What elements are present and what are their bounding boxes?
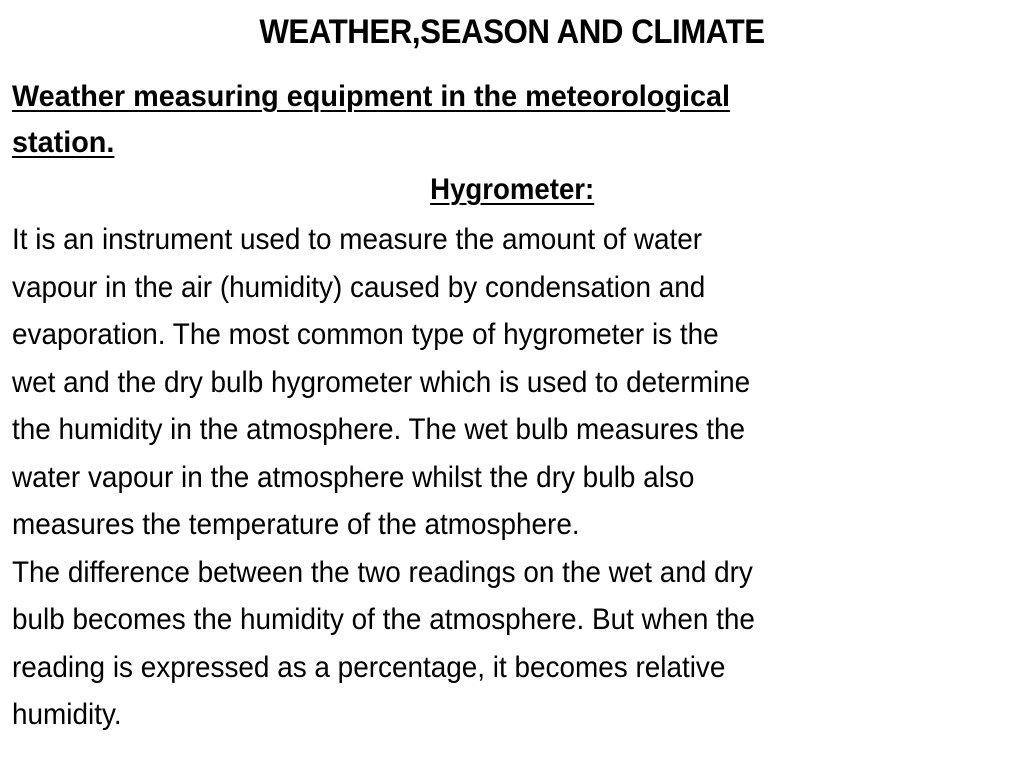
body-line — [12, 454, 1022, 502]
body-line-text: evaporation. The most common type of hygrometer is the — [12, 318, 719, 351]
body-line-text: reading is expressed as a percentage, it becomes relative — [12, 650, 726, 684]
body-line-text: wet and the dry bulb hygrometer which is used to determine — [12, 365, 751, 399]
body-line-text: It is an instrument used to measure the amount of water — [12, 223, 703, 256]
body-line-text: humidity. — [12, 698, 122, 731]
body-line — [12, 264, 1022, 312]
body-line — [12, 691, 1022, 739]
body-line-text: water vapour in the atmosphere whilst the dry bulb also — [12, 460, 695, 494]
section-heading-text: station. — [12, 126, 115, 159]
body-line-text: The difference between the two readings on the wet and dry — [12, 555, 753, 589]
section-heading-text: Weather measuring equipment in the meteorological — [12, 80, 731, 113]
body-line — [12, 311, 1022, 359]
body-line — [12, 596, 1022, 644]
section-heading — [12, 74, 1012, 166]
instrument-heading-text: Hygrometer: — [429, 173, 595, 206]
section-heading-line — [12, 120, 1012, 166]
slide-title: WEATHER,SEASON AND CLIMATE — [259, 13, 765, 51]
body-paragraphs — [12, 216, 1022, 739]
body-line — [12, 216, 1022, 264]
body-line — [12, 501, 1022, 549]
body-line — [12, 549, 1022, 597]
body-line — [12, 644, 1022, 692]
body-line-text: measures the temperature of the atmosphere. — [12, 508, 580, 541]
body-line-text: the humidity in the atmosphere. The wet bulb measures the — [12, 413, 746, 446]
body-line-text: bulb becomes the humidity of the atmosphere. But when the — [12, 603, 755, 636]
body-line — [12, 406, 1022, 454]
section-heading-line — [12, 74, 1012, 120]
instrument-heading — [0, 167, 1024, 213]
body-line-text: vapour in the air (humidity) caused by condensation and — [12, 270, 706, 304]
body-line — [12, 359, 1022, 407]
